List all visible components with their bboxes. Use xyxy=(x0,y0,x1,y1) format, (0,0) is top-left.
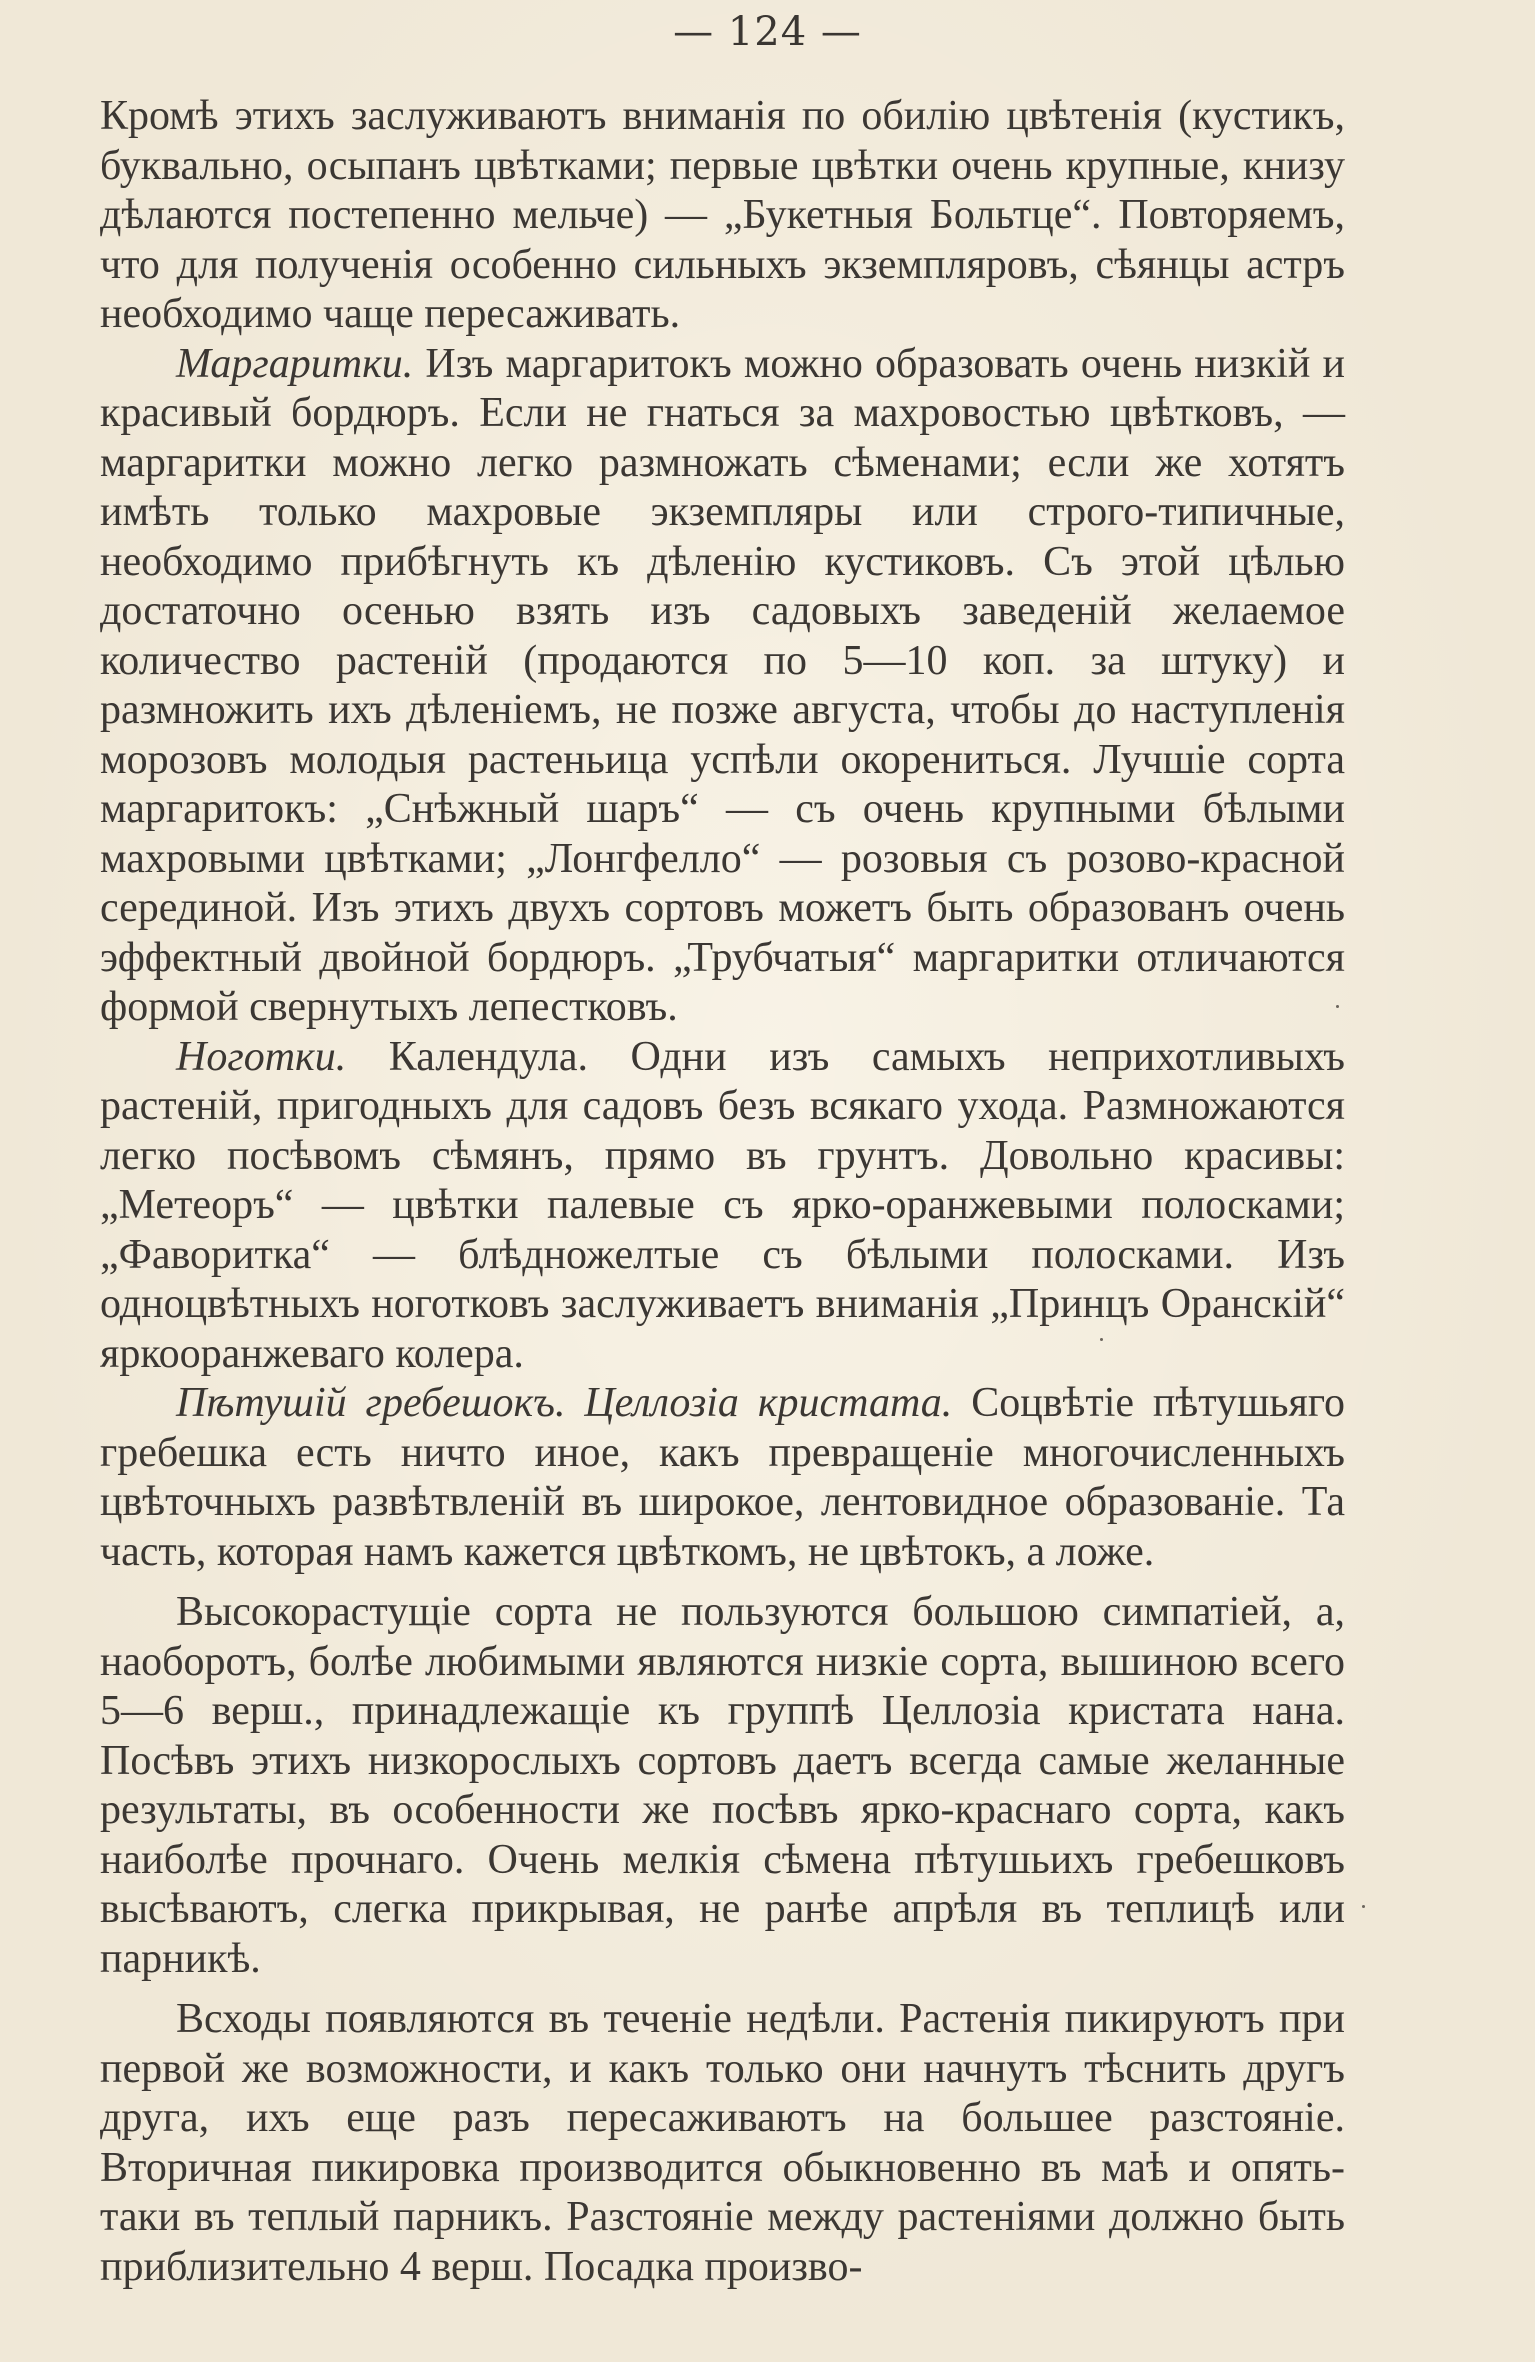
paragraph-celosia-seedlings xyxy=(100,1995,1345,2292)
paragraph-text: Изъ маргаритокъ можно образовать очень низкій и красивый бордюръ. Если не гнаться за махровостью цвѣтковъ, — маргаритки можно легко размножать сѣменами; если же хотятъ имѣть только махровые экземпляры или строго-типичные, необходимо прибѣгнуть къ дѣленію кустиковъ. Съ этой цѣлью достаточно осенью взять изъ садовыхъ заведеній желаемое количество растеній (продаются по 5—10 коп. за штуку) и размножить ихъ дѣленіемъ, не позже августа, чтобы до наступленія морозовъ молодыя растеньица успѣли окорениться. Лучшіе сорта маргаритокъ: „Снѣжный шаръ“ — съ очень крупными бѣлыми махровыми цвѣтками; „Лонгфелло“ — розовыя съ розово-красной серединой. Изъ этихъ двухъ сортовъ можетъ быть образованъ очень эффектный двойной бордюръ. „Трубчатыя“ маргаритки отличаются формой свернутыхъ лепестковъ. xyxy=(100,340,1345,1030)
paragraph-text: Всходы появляются въ теченіе недѣли. Растенія пикируютъ при первой же возможности, и какъ только они начнутъ тѣснить другъ друга, ихъ еще разъ пересаживаютъ на большее разстояніе. Вторичная пикировка производится обыкновенно въ маѣ и опять-таки въ теплый парникъ. Разстояніе между растеніями должно быть приблизительно 4 верш. Посадка произво- xyxy=(100,1996,1345,2290)
body-text xyxy=(100,92,1345,2292)
paragraph-asters-continued xyxy=(100,92,1345,340)
section-heading-celosia: Пѣтушій гребешокъ. Целлозіа кристата. xyxy=(176,1380,953,1426)
paper-speck xyxy=(1100,1338,1103,1341)
paragraph-celosia-sorts xyxy=(100,1588,1345,1984)
section-heading-nogotki: Ноготки. xyxy=(176,1033,347,1080)
section-heading-margaritki: Маргаритки. xyxy=(176,340,414,387)
page-number: — 124 — xyxy=(673,9,862,55)
paragraph-celosia xyxy=(100,1379,1345,1577)
paragraph-margaritki xyxy=(100,340,1345,1033)
paragraph-text: Календула. Одни изъ самыхъ неприхотливыхъ растеній, пригодныхъ для садовъ безъ всякаго ухода. Размножаются легко посѣвомъ сѣмянъ, прямо въ грунтъ. Довольно красивы: „Метеоръ“ — цвѣтки палевые съ ярко-оранжевыми полосками; „Фаворитка“ — блѣдножелтые съ бѣлыми полосками. Изъ одноцвѣтныхъ ноготковъ заслуживаетъ вниманія „Принцъ Оранскій“ яркооранжеваго колера. xyxy=(100,1033,1345,1377)
paragraph-text: Высокорастущіе сорта не пользуются большою симпатіей, а, наоборотъ, болѣе любимыми являются низкіе сорта, вышиною всего 5—6 верш., принадлежащіе къ группѣ Целлозіа кристата нана. Посѣвъ этихъ низкорослыхъ сортовъ даетъ всегда самые желанные результаты, въ особенности же посѣвъ ярко-краснаго сорта, какъ наиболѣе прочнаго. Очень мелкія сѣмена пѣтушьихъ гребешковъ высѣваютъ, слегка прикрывая, не ранѣе апрѣля въ теплицѣ или парникѣ. xyxy=(100,1589,1345,1982)
paper-speck xyxy=(1362,1905,1365,1908)
paragraph-text: Кромѣ этихъ заслуживаютъ вниманія по обилію цвѣтенія (кустикъ, буквально, осыпанъ цвѣтками; первые цвѣтки очень крупные, книзу дѣлаются постепенно мельче) — „Букетныя Больтце“. Повторяемъ, что для полученія особенно сильныхъ экземпляровъ, сѣянцы астръ необходимо чаще пересаживать. xyxy=(100,93,1345,337)
paragraph-nogotki xyxy=(100,1033,1345,1380)
paragraph-text: Соцвѣтіе пѣтушьяго гребешка есть ничто иное, какъ превращеніе многочисленныхъ цвѣточныхъ развѣтвленій въ широкое, лентовидное образованіе. Та часть, которая намъ кажется цвѣткомъ, не цвѣтокъ, а ложе. xyxy=(100,1380,1345,1575)
paper-speck xyxy=(1336,1005,1339,1008)
